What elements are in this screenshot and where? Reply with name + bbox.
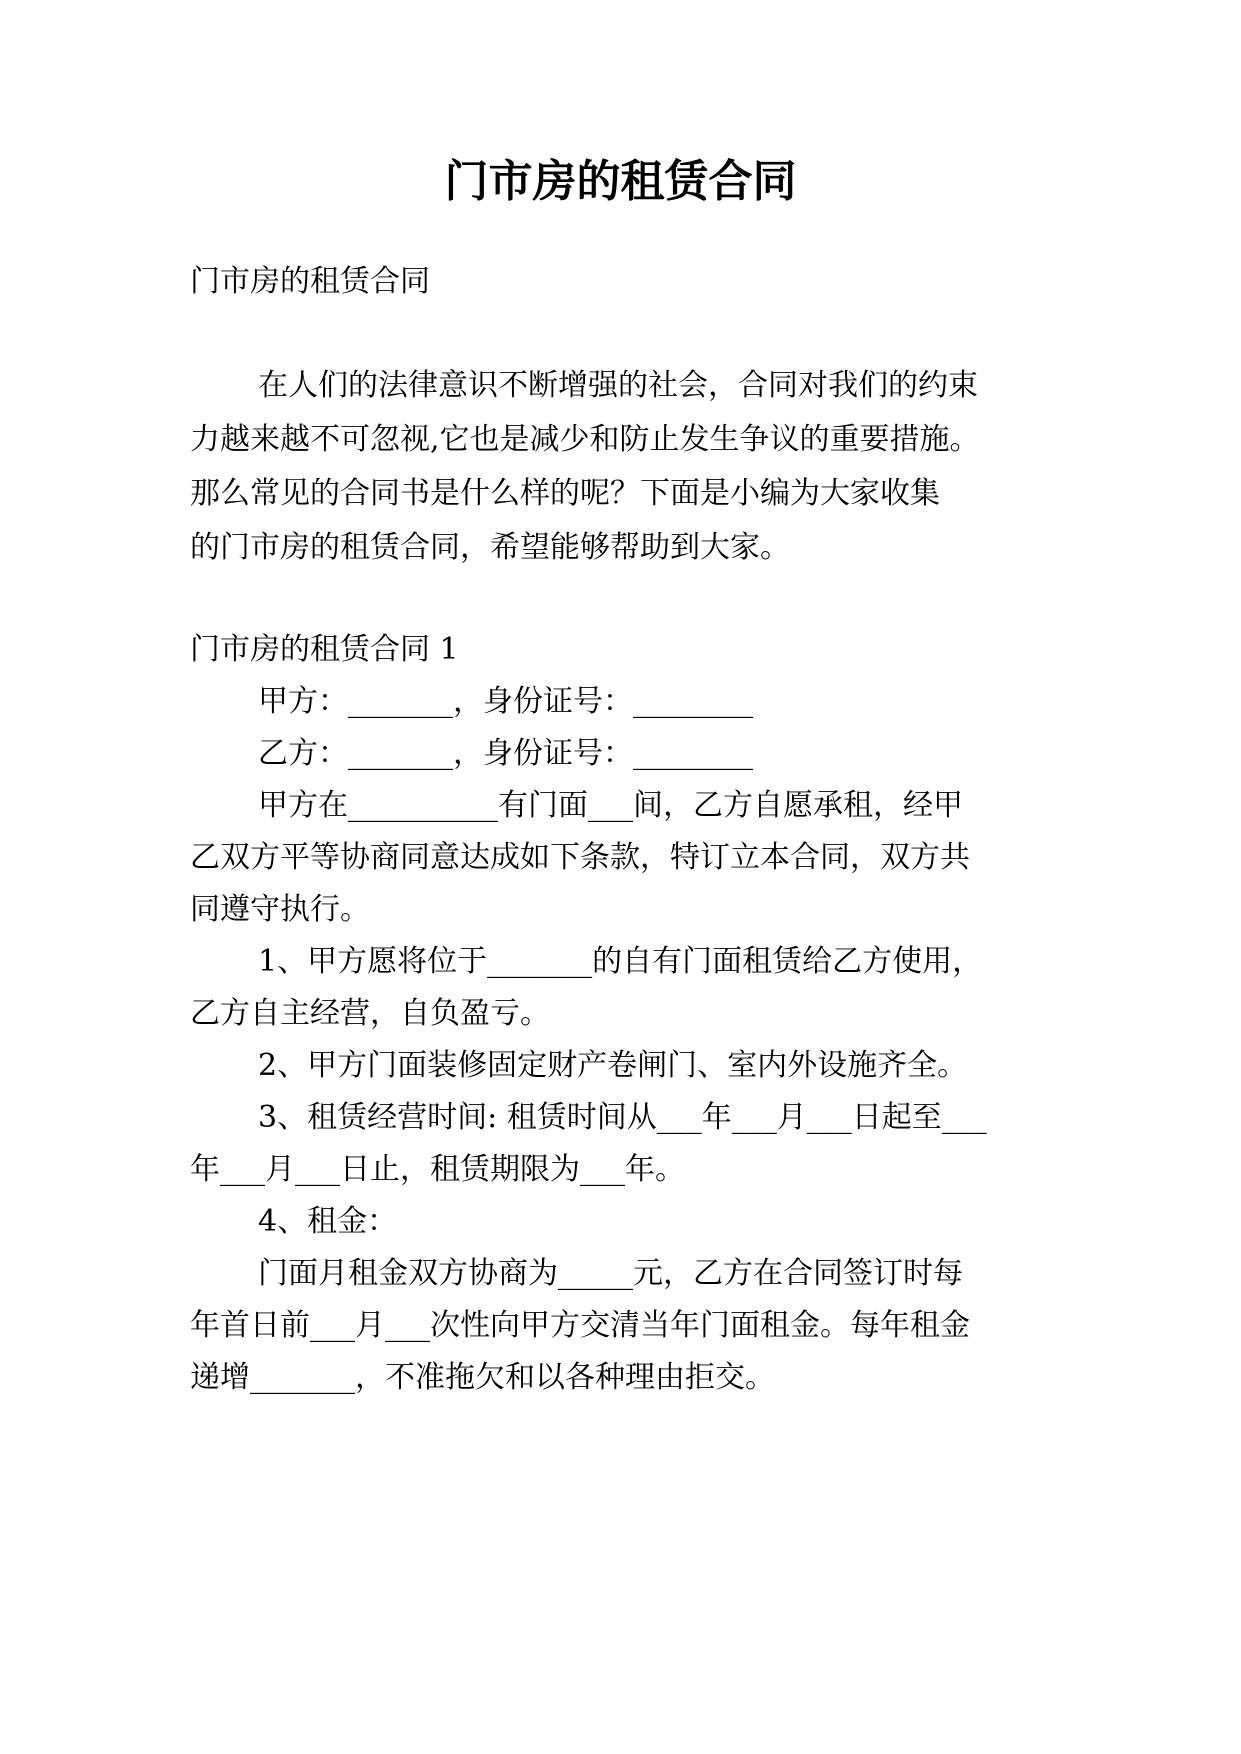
preamble-line-3: 同遵守执行。 xyxy=(190,892,370,927)
clause-4-heading: 4、租金： xyxy=(258,1204,398,1239)
clause-2: 2、甲方门面装修固定财产卷闸门、室内外设施齐全。 xyxy=(258,1048,968,1083)
clause-3-line-2: 年___月___日止，租赁期限为___年。 xyxy=(190,1152,685,1187)
intro-line-1: 在人们的法律意识不断增强的社会，合同对我们的约束 xyxy=(258,368,978,403)
document-title: 门市房的租赁合同 xyxy=(444,156,797,207)
document-subtitle: 门市房的租赁合同 xyxy=(190,264,430,299)
clause-3-line-1: 3、租赁经营时间: 租赁时间从___年___月___日起至___ xyxy=(258,1100,987,1135)
preamble-line-1: 甲方在__________有门面___间，乙方自愿承租，经甲 xyxy=(258,788,963,823)
clause-4-line-2: 年首日前___月___次性向甲方交清当年门面租金。每年租金 xyxy=(190,1308,970,1343)
intro-line-4: 的门市房的租赁合同，希望能够帮助到大家。 xyxy=(190,530,790,565)
intro-line-3: 那么常见的合同书是什么样的呢？下面是小编为大家收集 xyxy=(190,476,940,511)
intro-line-2: 力越来越不可忽视,它也是减少和防止发生争议的重要措施。 xyxy=(190,422,980,457)
clause-4-line-3: 递增_______，不准拖欠和以各种理由拒交。 xyxy=(190,1360,775,1395)
contract-heading: 门市房的租赁合同 1 xyxy=(190,632,459,667)
clause-1-line-2: 乙方自主经营，自负盈亏。 xyxy=(190,996,550,1031)
party-a-line: 甲方：_______，身份证号：________ xyxy=(258,684,753,719)
party-b-line: 乙方：_______，身份证号：________ xyxy=(258,736,753,771)
preamble-line-2: 乙双方平等协商同意达成如下条款，特订立本合同，双方共 xyxy=(190,840,970,875)
clause-1-line-1: 1、甲方愿将位于_______的自有门面租赁给乙方使用， xyxy=(258,944,983,979)
clause-4-line-1: 门面月租金双方协商为_____元，乙方在合同签订时每 xyxy=(258,1256,963,1291)
